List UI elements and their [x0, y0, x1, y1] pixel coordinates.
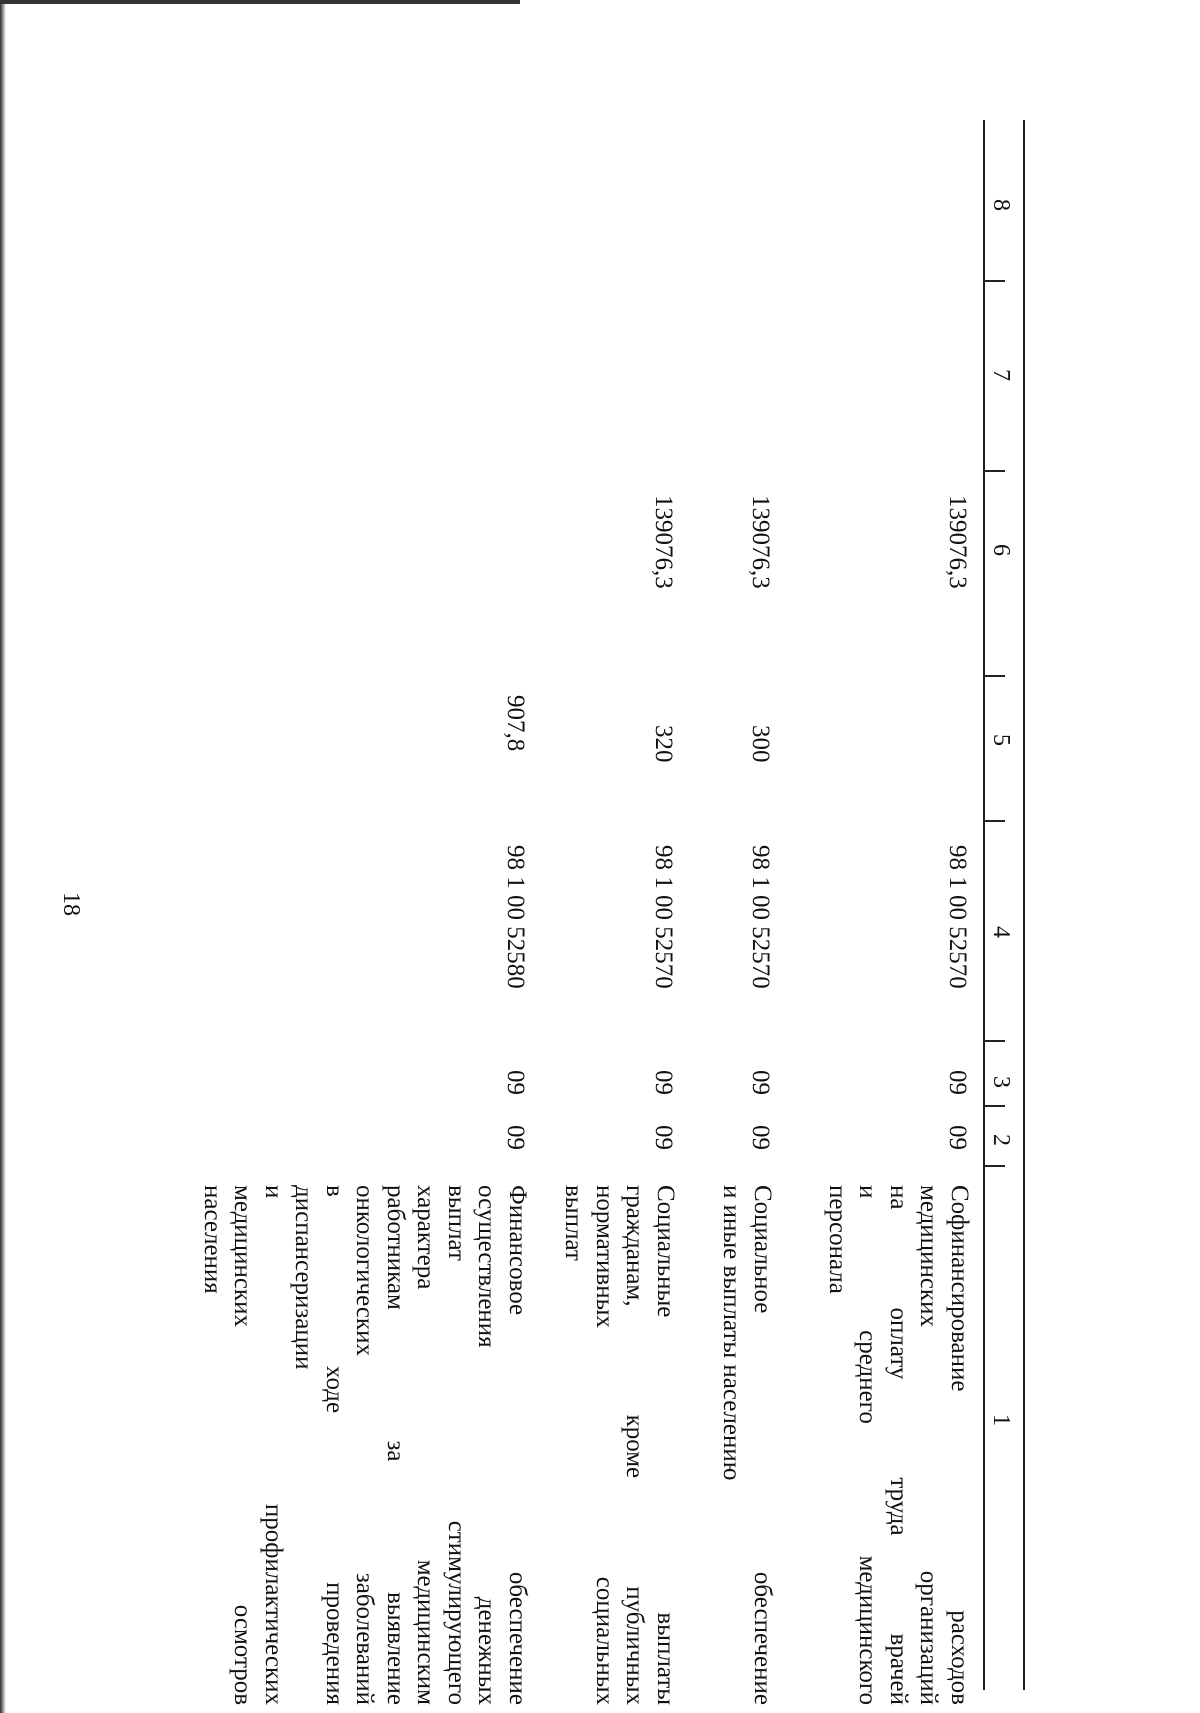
row2-col5: 300 [747, 725, 774, 763]
row3-col3: 09 [650, 1070, 677, 1095]
row4-col2: 09 [502, 1125, 529, 1150]
scan-edge-shadow [0, 0, 6, 1713]
row3-desc-line: нормативных социальных [591, 1185, 618, 1705]
row2-description [716, 1185, 777, 1705]
row1-description [822, 1185, 975, 1705]
row2-desc-line: Социальное обеспечение [749, 1185, 776, 1705]
row2-col4: 98 1 00 52570 [747, 845, 774, 989]
row1-desc-line: Софинансирование расходов [946, 1185, 973, 1705]
row4-desc-line: диспансеризации [290, 1185, 318, 1370]
row3-col2: 09 [650, 1125, 677, 1150]
row1-desc-line: медицинских организаций [915, 1185, 943, 1705]
row4-desc-line: населения [199, 1185, 226, 1294]
row2-col2: 09 [747, 1125, 774, 1150]
row4-desc-line: в ходе проведения [321, 1185, 348, 1705]
row2-col6: 139076,3 [747, 495, 774, 589]
row3-col6: 139076,3 [650, 495, 677, 589]
row4-description [197, 1185, 533, 1705]
row3-desc-line: гражданам, кроме публичных [621, 1185, 649, 1705]
header-col-4: 4 [988, 926, 1014, 938]
page-number: 18 [58, 892, 84, 916]
header-col-6: 6 [988, 544, 1014, 556]
header-col-5: 5 [988, 734, 1014, 746]
row1-desc-line: на оплату труда врачей [885, 1185, 912, 1705]
row4-desc-line: онкологических заболеваний [351, 1185, 379, 1705]
row1-col3: 09 [944, 1070, 971, 1095]
row1-col6: 139076,3 [944, 495, 971, 589]
row3-col4: 98 1 00 52570 [650, 845, 677, 989]
row1-col2: 09 [944, 1125, 971, 1150]
row4-col3: 09 [502, 1070, 529, 1095]
row4-col4: 98 1 00 52580 [502, 845, 529, 989]
row4-col6: 907,8 [502, 695, 529, 752]
row2-desc-line: и иные выплаты населению [718, 1185, 746, 1481]
row4-desc-line: Финансовое обеспечение [504, 1185, 531, 1705]
row4-desc-line: выплат стимулирующего [443, 1185, 470, 1705]
header-col-3: 3 [988, 1076, 1014, 1088]
row1-desc-line: персонала [824, 1185, 851, 1294]
header-col-7: 7 [988, 369, 1014, 381]
row4-desc-line: характера медицинским [412, 1185, 440, 1705]
row4-desc-line: осуществления денежных [473, 1185, 501, 1705]
header-col-1: 1 [988, 1414, 1014, 1426]
table-body [110, 0, 1110, 1713]
header-col-8: 8 [988, 199, 1014, 211]
header-col-2: 2 [988, 1134, 1014, 1146]
row4-desc-line: медицинских осмотров [229, 1185, 257, 1705]
row3-col5: 320 [650, 725, 677, 763]
row4-desc-line: работникам за выявление [382, 1185, 409, 1705]
row4-desc-line: и профилактических [260, 1185, 287, 1705]
row3-desc-line: выплат [560, 1185, 588, 1261]
row1-desc-line: и среднего медицинского [854, 1185, 882, 1705]
row1-col4: 98 1 00 52570 [944, 845, 971, 989]
row3-desc-line: Социальные выплаты [652, 1185, 679, 1705]
row2-col3: 09 [747, 1070, 774, 1095]
row3-description [558, 1185, 680, 1705]
